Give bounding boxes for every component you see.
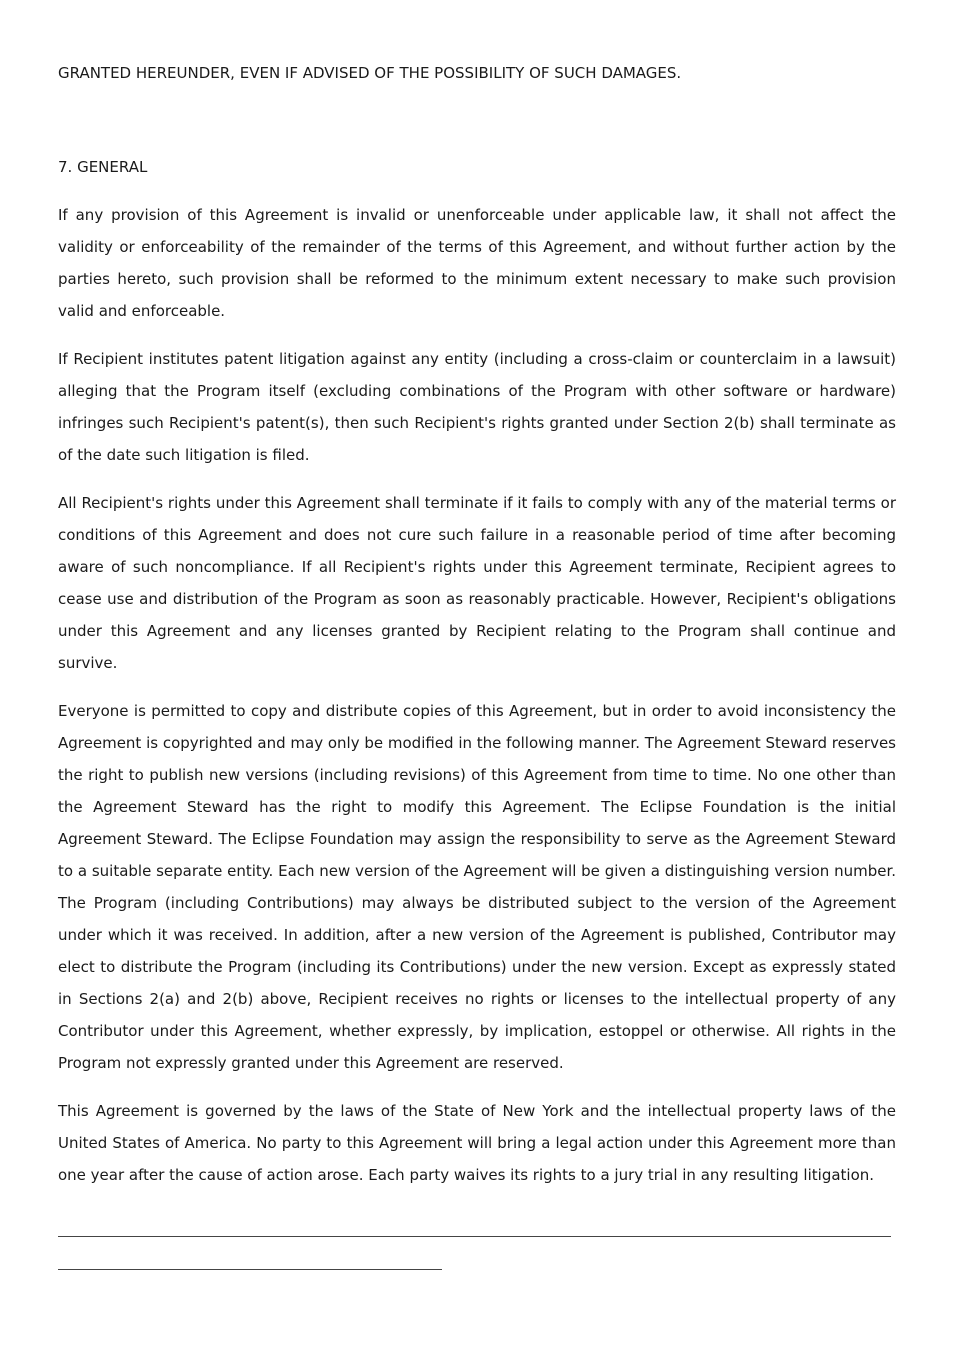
footer-rule-long [58, 1236, 891, 1237]
paragraph-termination: All Recipient's rights under this Agreement shall terminate if it fails to comply with any of the material terms or conditions of this Agreement and does not cure such failure in a reasonable period of time after becoming aware of such noncompliance. If all Recipient's rights under this Agreement terminate, Recipient agrees to cease use and distribution of the Program as soon as reasonably practicable. However, Recipient's obligations under this Agreement and any licenses granted by Recipient relating to the Program shall continue and survive. [58, 494, 896, 672]
paragraph-agreement-versions: Everyone is permitted to copy and distribute copies of this Agreement, but in order to avoid inconsistency the Agreement is copyrighted and may only be modified in the following manner. The Agreement Steward reserves the right to publish new versions (including revisions) of this Agreement from time to time. No one other than the Agreement Steward has the right to modify this Agreement. The Eclipse Foundation is the initial Agreement Steward. The Eclipse Foundation may assign the responsibility to serve as the Agreement Steward to a suitable separate entity. Each new version of the Agreement will be given a distinguishing version number. The Program (including Contributions) may always be distributed subject to the version of the Agreement under which it was received. In addition, after a new version of the Agreement is published, Contributor may elect to distribute the Program (including its Contributions) under the new version. Except as expressly stated in Sections 2(a) and 2(b) above, Recipient receives no rights or licenses to the intellectual property of any Contributor under this Agreement, whether expressly, by implication, estoppel or otherwise. All rights in the Program not expressly granted under this Agreement are reserved. [58, 702, 896, 1072]
paragraph-severability: If any provision of this Agreement is invalid or unenforceable under applicable law, it shall not affect the validity or enforceability of the remainder of the terms of this Agreement, and without further action by the parties hereto, such provision shall be reformed to the minimum extent necessary to make such provision valid and enforceable. [58, 206, 896, 320]
carryover-text: GRANTED HEREUNDER, EVEN IF ADVISED OF THE POSSIBILITY OF SUCH DAMAGES. [58, 64, 682, 82]
footer-rule-short [58, 1269, 442, 1270]
document-page [58, 58, 896, 1207]
paragraph-governing-law: This Agreement is governed by the laws of the State of New York and the intellectual property laws of the United States of America. No party to this Agreement will bring a legal action under this Agreement more than one year after the cause of action arose. Each party waives its rights to a jury trial in any resulting litigation. [58, 1102, 896, 1184]
section-heading: 7. GENERAL [58, 158, 148, 176]
paragraph-patent-litigation: If Recipient institutes patent litigation against any entity (including a cross-claim or counterclaim in a lawsuit) alleging that the Program itself (excluding combinations of the Program with other software or hardware) infringes such Recipient's patent(s), then such Recipient's rights granted under Section 2(b) shall terminate as of the date such litigation is filed. [58, 350, 896, 464]
